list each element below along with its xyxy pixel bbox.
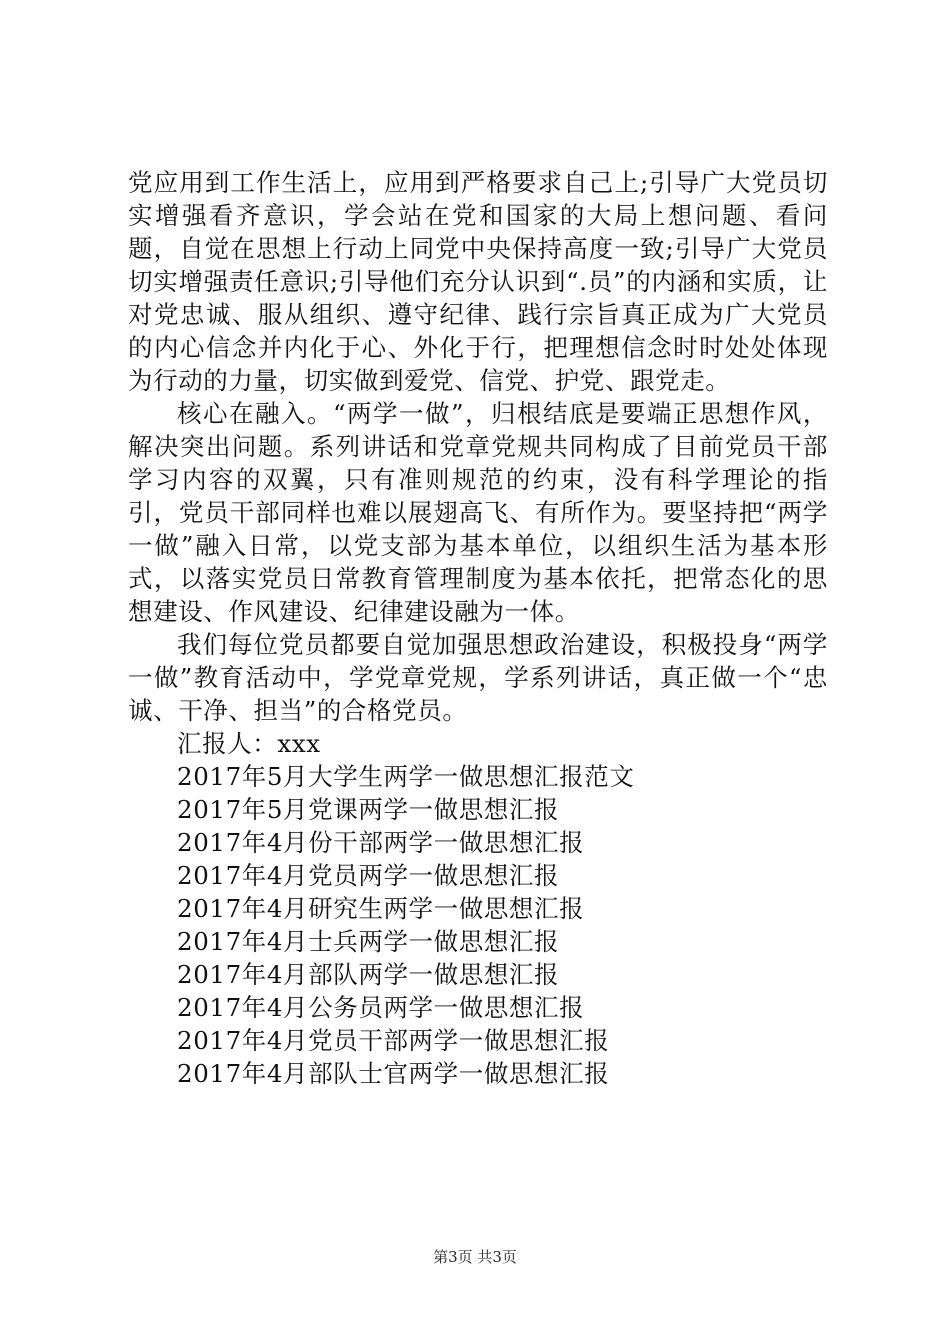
body-paragraph: 党应用到工作生活上，应用到严格要求自己上;引导广大党员切实增强看齐意识，学会站在党和国家的大局上想问题、看问题，自觉在思想上行动上同党中央保持高度一致;引导广大党员切实增强责任意识;引导他们充分认识到“.员”的内涵和实质，让对党忠诚、服从组织、遵守纪律、践行宗旨真正成为广大党员的内心信念并内化于心、外化于行，把理想信念时时处处体现为行动的力量，切实做到爱党、信党、护党、跟党走。 bbox=[128, 168, 828, 395]
list-item: 2017年4月党员干部两学一做思想汇报 bbox=[177, 1026, 610, 1055]
list-item: 2017年4月公务员两学一做思想汇报 bbox=[177, 993, 585, 1022]
body-paragraph: 核心在融入。“两学一做”，归根结底是要端正思想作风，解决突出问题。系列讲话和党章党规共同构成了目前党员干部学习内容的双翼，只有准则规范的约束，没有科学理论的指引，党员干部同样也难以展翅高飞、有所作为。要坚持把“两学一做”融入日常，以党支部为基本单位，以组织生活为基本形式，以落实党员日常教育管理制度为基本依托，把常态化的思想建设、作风建设、纪律建设融为一体。 bbox=[128, 399, 828, 626]
list-item: 2017年4月党员两学一做思想汇报 bbox=[177, 861, 560, 890]
reporter-line: 汇报人：xxx bbox=[177, 729, 321, 758]
list-item: 2017年4月份干部两学一做思想汇报 bbox=[177, 828, 585, 857]
related-titles-list bbox=[128, 760, 828, 1090]
list-item: 2017年4月部队士官两学一做思想汇报 bbox=[177, 1059, 610, 1088]
body-paragraph: 我们每位党员都要自觉加强思想政治建设，积极投身“两学一做”教育活动中，学党章党规，学系列讲话，真正做一个“忠诚、干净、担当”的合格党员。 bbox=[128, 630, 828, 725]
list-item: 2017年5月大学生两学一做思想汇报范文 bbox=[177, 762, 635, 791]
page-number-footer: 第3页 共3页 bbox=[433, 1248, 517, 1266]
list-item: 2017年4月部队两学一做思想汇报 bbox=[177, 960, 560, 989]
list-item: 2017年5月党课两学一做思想汇报 bbox=[177, 795, 560, 824]
list-item: 2017年4月士兵两学一做思想汇报 bbox=[177, 927, 560, 956]
document-body bbox=[128, 166, 828, 1090]
list-item: 2017年4月研究生两学一做思想汇报 bbox=[177, 894, 585, 923]
